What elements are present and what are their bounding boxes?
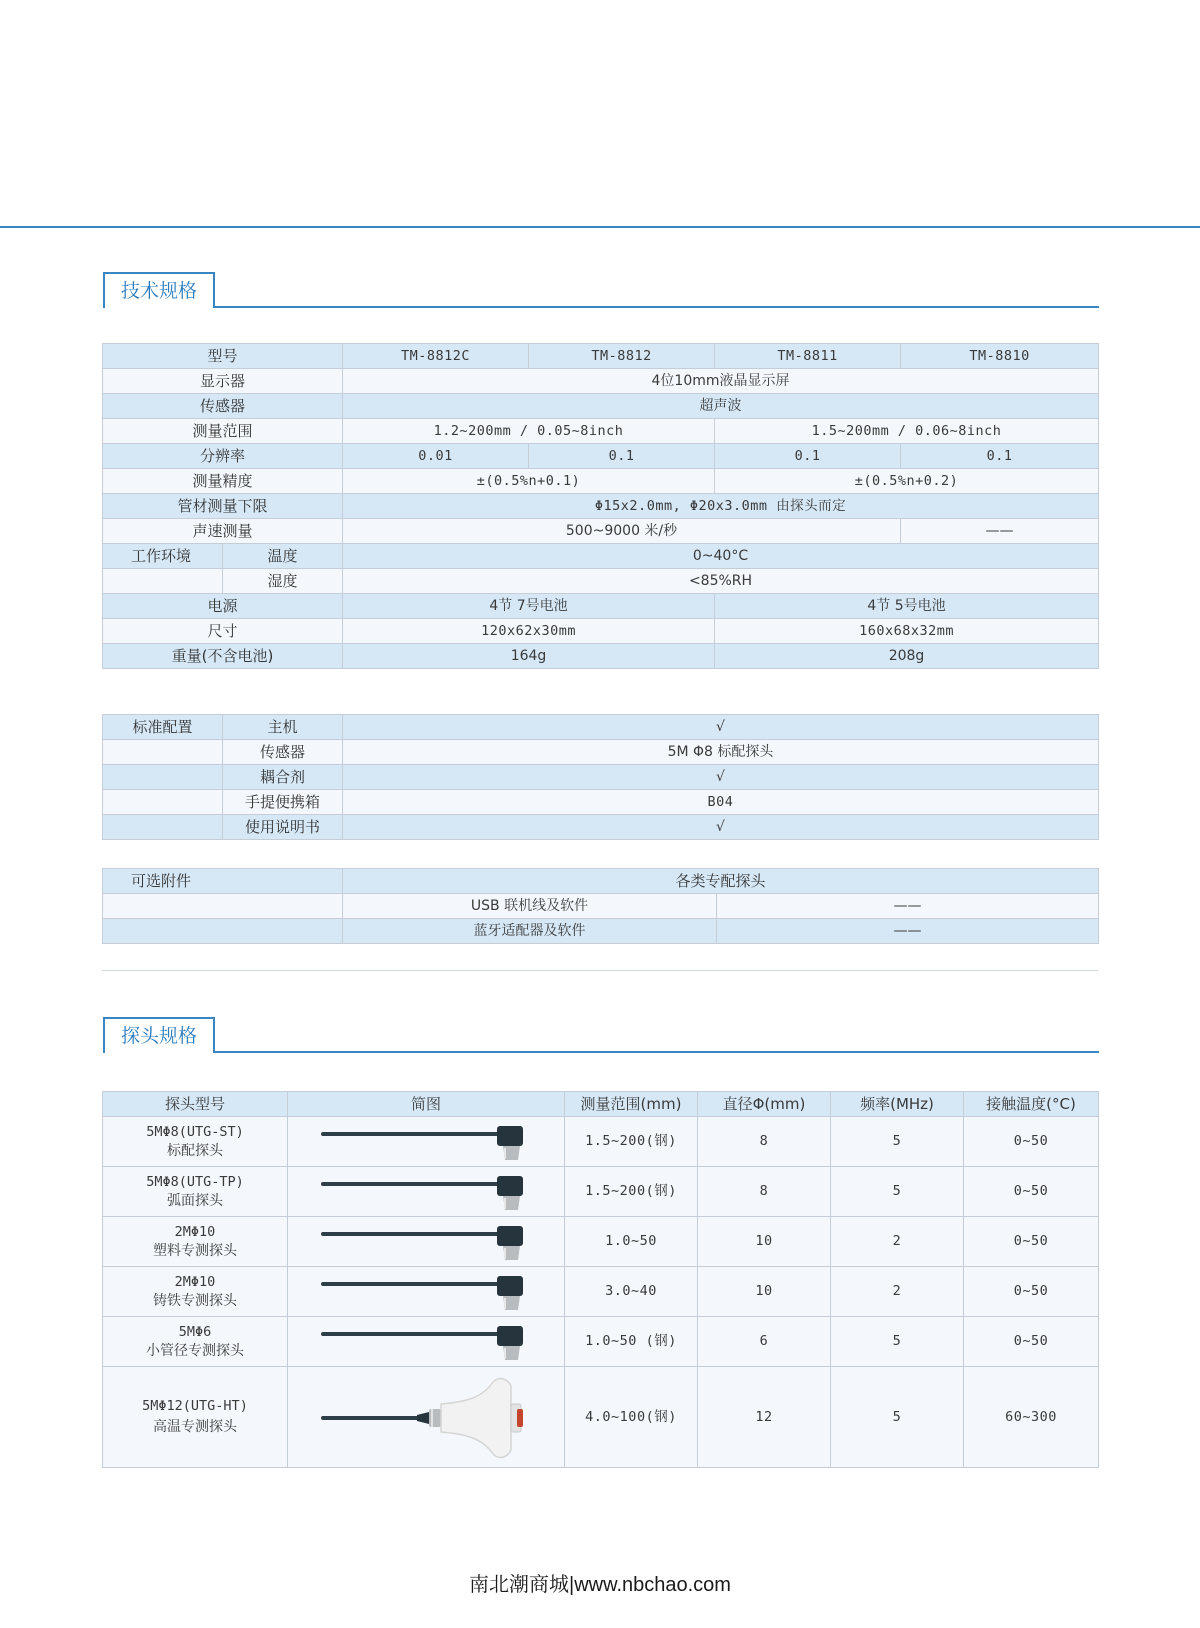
size-label: 尺寸 (103, 619, 343, 644)
probe-range: 1.5~200(钢) (565, 1117, 698, 1167)
optional-row (103, 869, 1099, 894)
config-blank-cell (103, 790, 223, 815)
probe-row (103, 1217, 1099, 1267)
probe-model-cell (103, 1267, 288, 1317)
spec-row-size (103, 619, 1099, 644)
power-value-b: 4节 5号电池 (715, 594, 1099, 619)
probe-row (103, 1267, 1099, 1317)
config-row (103, 765, 1099, 790)
probe-diameter: 10 (698, 1267, 831, 1317)
spec-row-pipe (103, 494, 1099, 519)
env-blank-cell (103, 569, 223, 594)
config-blank-cell (103, 765, 223, 790)
probe-header-row (103, 1092, 1099, 1117)
display-label: 显示器 (103, 369, 343, 394)
config-item-value: √ (343, 765, 1099, 790)
probe-section-header (103, 1017, 1099, 1053)
probe-section-title: 探头规格 (103, 1017, 215, 1053)
probe-desc: 小管径专测探头 (146, 1342, 244, 1359)
config-item-name: 手提便携箱 (223, 790, 343, 815)
tech-section-title: 技术规格 (103, 272, 215, 308)
probe-image-cell (288, 1167, 565, 1217)
std-config-table (102, 714, 1099, 840)
probe-image-cell (288, 1267, 565, 1317)
resolution-cell: 0.1 (901, 444, 1099, 469)
spec-table (102, 343, 1099, 669)
resolution-label: 分辨率 (103, 444, 343, 469)
resolution-cell: 0.1 (715, 444, 901, 469)
model-cell: TM-8812 (529, 344, 715, 369)
sound-value-a: 500~9000 米/秒 (343, 519, 901, 544)
probe-desc: 铸铁专测探头 (153, 1292, 237, 1309)
power-value-a: 4节 7号电池 (343, 594, 715, 619)
probe-header-cell: 直径Φ(mm) (698, 1092, 831, 1117)
config-item-value: 5M Φ8 标配探头 (343, 740, 1099, 765)
probe-header-cell: 探头型号 (103, 1092, 288, 1117)
humidity-label: 湿度 (223, 569, 343, 594)
right-angle-probe-icon (321, 1222, 531, 1262)
probe-row (103, 1317, 1099, 1367)
probe-desc: 弧面探头 (167, 1192, 223, 1209)
accuracy-label: 测量精度 (103, 469, 343, 494)
optional-row (103, 919, 1099, 944)
probe-frequency: 5 (831, 1117, 964, 1167)
accuracy-value-b: ±(0.5%n+0.2) (715, 469, 1099, 494)
env-label: 工作环境 (103, 544, 223, 569)
optional-row (103, 894, 1099, 919)
probe-model: 5MΦ12(UTG-HT) (142, 1398, 248, 1414)
probe-range: 1.0~50 (钢) (565, 1317, 698, 1367)
pipe-value: Φ15x2.0mm, Φ20x3.0mm 由探头而定 (343, 494, 1099, 519)
probe-temperature: 0~50 (964, 1117, 1099, 1167)
std-config-label: 标准配置 (103, 715, 223, 740)
optional-item-name: 蓝牙适配器及软件 (343, 919, 717, 944)
optional-label: 可选附件 (103, 869, 343, 894)
high-temp-probe-icon (321, 1372, 531, 1462)
optional-item-value: —— (717, 894, 1099, 919)
temp-label: 温度 (223, 544, 343, 569)
probe-temperature: 0~50 (964, 1167, 1099, 1217)
probe-model-cell (103, 1367, 288, 1468)
range-label: 测量范围 (103, 419, 343, 444)
weight-label: 重量(不含电池) (103, 644, 343, 669)
config-row (103, 815, 1099, 840)
probe-header-cell: 接触温度(°C) (964, 1092, 1099, 1117)
right-angle-probe-icon (321, 1122, 531, 1162)
probe-model-cell (103, 1317, 288, 1367)
probe-model: 5MΦ6 (178, 1323, 212, 1340)
probe-diameter: 8 (698, 1117, 831, 1167)
spec-row-sound (103, 519, 1099, 544)
config-blank-cell (103, 740, 223, 765)
config-item-name: 主机 (223, 715, 343, 740)
optional-blank-cell (103, 919, 343, 944)
section-underline (215, 306, 1099, 308)
probe-image-cell (288, 1367, 565, 1468)
config-item-name: 使用说明书 (223, 815, 343, 840)
sound-label: 声速测量 (103, 519, 343, 544)
probe-model: 5MΦ8(UTG-TP) (146, 1173, 244, 1190)
size-value-a: 120x62x30mm (343, 619, 715, 644)
probe-table (102, 1091, 1099, 1468)
probe-row (103, 1117, 1099, 1167)
optional-blank-cell (103, 894, 343, 919)
probe-temperature: 60~300 (964, 1367, 1099, 1468)
spec-row-power (103, 594, 1099, 619)
spec-row-accuracy (103, 469, 1099, 494)
accuracy-value-a: ±(0.5%n+0.1) (343, 469, 715, 494)
resolution-cell: 0.1 (529, 444, 715, 469)
config-item-name: 耦合剂 (223, 765, 343, 790)
spec-row-humidity (103, 569, 1099, 594)
temp-value: 0~40°C (343, 544, 1099, 569)
model-label: 型号 (103, 344, 343, 369)
probe-header-cell: 测量范围(mm) (565, 1092, 698, 1117)
optional-header: 各类专配探头 (343, 869, 1099, 894)
probe-frequency: 5 (831, 1317, 964, 1367)
pipe-label: 管材测量下限 (103, 494, 343, 519)
probe-frequency: 2 (831, 1217, 964, 1267)
probe-image-cell (288, 1317, 565, 1367)
section-separator (102, 970, 1098, 971)
probe-row (103, 1167, 1099, 1217)
range-value-b: 1.5~200mm / 0.06~8inch (715, 419, 1099, 444)
probe-frequency: 5 (831, 1367, 964, 1468)
sound-value-b: —— (901, 519, 1099, 544)
sensor-label: 传感器 (103, 394, 343, 419)
optional-item-value: —— (717, 919, 1099, 944)
power-label: 电源 (103, 594, 343, 619)
spec-row-range (103, 419, 1099, 444)
config-item-name: 传感器 (223, 740, 343, 765)
probe-temperature: 0~50 (964, 1267, 1099, 1317)
probe-model: 5MΦ8(UTG-ST) (146, 1123, 244, 1140)
model-cell: TM-8811 (715, 344, 901, 369)
probe-diameter: 8 (698, 1167, 831, 1217)
probe-row (103, 1367, 1099, 1468)
probe-model: 2MΦ10 (174, 1273, 216, 1290)
model-cell: TM-8812C (343, 344, 529, 369)
probe-range: 1.5~200(钢) (565, 1167, 698, 1217)
spec-row-resolution (103, 444, 1099, 469)
range-value-a: 1.2~200mm / 0.05~8inch (343, 419, 715, 444)
probe-range: 1.0~50 (565, 1217, 698, 1267)
optional-table (102, 868, 1099, 944)
config-item-value: √ (343, 815, 1099, 840)
spec-row-model (103, 344, 1099, 369)
tech-section-header (103, 272, 1099, 308)
right-angle-probe-icon (321, 1272, 531, 1312)
config-row (103, 715, 1099, 740)
config-blank-cell (103, 815, 223, 840)
probe-image-cell (288, 1117, 565, 1167)
probe-diameter: 10 (698, 1217, 831, 1267)
probe-diameter: 6 (698, 1317, 831, 1367)
probe-desc: 标配探头 (167, 1142, 223, 1159)
probe-model-cell (103, 1167, 288, 1217)
display-value: 4位10mm液晶显示屏 (343, 369, 1099, 394)
probe-temperature: 0~50 (964, 1217, 1099, 1267)
probe-frequency: 2 (831, 1267, 964, 1317)
sensor-value: 超声波 (343, 394, 1099, 419)
spec-row-weight (103, 644, 1099, 669)
probe-model-cell (103, 1117, 288, 1167)
probe-desc: 高温专测探头 (153, 1419, 237, 1435)
right-angle-probe-icon (321, 1322, 531, 1362)
model-cell: TM-8810 (901, 344, 1099, 369)
optional-item-name: USB 联机线及软件 (343, 894, 717, 919)
right-angle-probe-icon (321, 1172, 531, 1212)
probe-header-cell: 频率(MHz) (831, 1092, 964, 1117)
config-item-value: B04 (343, 790, 1099, 815)
probe-model-cell (103, 1217, 288, 1267)
spec-row-sensor (103, 394, 1099, 419)
section-underline (215, 1051, 1099, 1053)
spec-row-display (103, 369, 1099, 394)
config-item-value: √ (343, 715, 1099, 740)
probe-desc: 塑料专测探头 (153, 1242, 237, 1259)
weight-value-a: 164g (343, 644, 715, 669)
humidity-value: <85%RH (343, 569, 1099, 594)
probe-temperature: 0~50 (964, 1317, 1099, 1367)
probe-range: 3.0~40 (565, 1267, 698, 1317)
probe-frequency: 5 (831, 1167, 964, 1217)
weight-value-b: 208g (715, 644, 1099, 669)
resolution-cell: 0.01 (343, 444, 529, 469)
footer-watermark: 南北潮商城|www.nbchao.com (469, 1574, 731, 1596)
config-row (103, 740, 1099, 765)
spec-row-temp (103, 544, 1099, 569)
probe-range: 4.0~100(钢) (565, 1367, 698, 1468)
size-value-b: 160x68x32mm (715, 619, 1099, 644)
probe-diameter: 12 (698, 1367, 831, 1468)
config-row (103, 790, 1099, 815)
probe-image-cell (288, 1217, 565, 1267)
probe-model: 2MΦ10 (174, 1223, 216, 1240)
top-divider (0, 226, 1200, 228)
probe-header-cell: 简图 (288, 1092, 565, 1117)
